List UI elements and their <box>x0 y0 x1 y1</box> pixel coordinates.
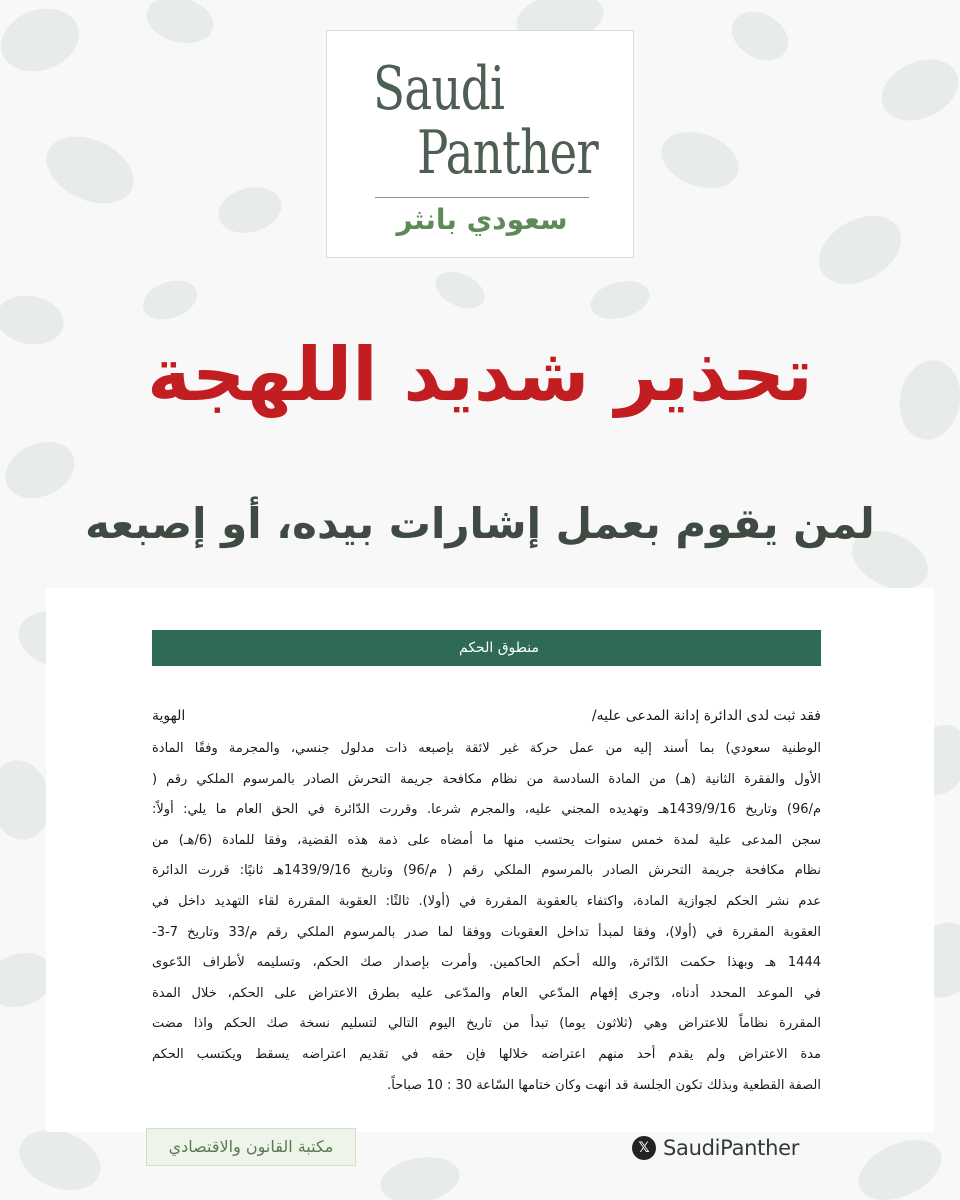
brand-logo <box>326 30 634 258</box>
headline: تحذير شديد اللهجة <box>147 332 813 418</box>
document-header-text: فقد ثبت لدى الدائرة إدانة المدعى عليه/ <box>591 708 821 724</box>
footer-social-handle[interactable] <box>632 1130 799 1166</box>
document-line: الأول والفقرة الثانية (هـ) من المادة السادسة من نظام مكافحة جريمة التحرش الصادر بالمرسوم الملكي رقم ( <box>152 771 821 787</box>
document-line: سجن المدعى علية لمدة خمس سنوات يحتسب منها ما أمضاه على ذمة هذه القضية، وفقا للمادة (6/هـ) من <box>152 832 821 848</box>
logo-word-panther: Panther <box>417 118 598 188</box>
document-line: مدة الاعتراض ولم يقدم أحد منهم اعتراضه خلالها فإن حقه في تقديم اعتراضه يسقط ويكتسب الحكم <box>152 1046 821 1062</box>
document-line: 1444 هـ وبهذا حكمت الدّائرة، والله أحكم الحاكمين. وأمرت بإصدار صك الحكم، وتسليمه لأطراف الدّعوى <box>152 955 821 971</box>
document-line: الصفة القطعية وبذلك تكون الجلسة قد انهت وكان ختامها السّاعة 30 : 10 صباحاً. <box>387 1077 821 1093</box>
document-header-line <box>152 708 821 730</box>
footer-library-label: مكتبة القانون والاقتصادي <box>146 1128 356 1166</box>
social-handle-text: SaudiPanther <box>663 1136 800 1160</box>
document-section-title: منطوق الحكم <box>152 630 821 666</box>
court-document <box>46 588 934 1132</box>
subheadline: لمن يقوم بعمل إشارات بيده، أو إصبعه <box>85 499 875 548</box>
document-line: الوطنية سعودي) بما أسند إليه من عمل حركة غير لائقة بإصبعه ذات مدلول جنسي، والمجرمة وفقًا المادة <box>152 741 821 756</box>
document-line: نظام مكافحة جريمة التحرش الصادر بالمرسوم الملكي رقم ( م/96) وتاريخ 1439/9/16هـ ثانيًا: قررت الدائرة <box>152 863 821 879</box>
logo-divider <box>375 197 589 198</box>
x-logo-icon: 𝕏 <box>632 1136 656 1160</box>
document-line: م/96) وتاريخ 1439/9/16هـ وتهديده المجني عليه، والمجرم شرعا. وقررت الدّائرة في الحق العام ما يلي: أولاً: <box>152 802 821 818</box>
logo-word-saudi: Saudi <box>373 54 505 124</box>
document-line: في الموعد المحدد أدناه، وجرى إفهام المدّعي العام والمدّعى عليه بطرق الاعتراض على الحكم، خلال المدة <box>152 985 821 1001</box>
document-header-id-label: الهوية <box>152 708 186 724</box>
document-line: العقوبة المقررة في (أولا)، وفقا لمبدأ تداخل العقوبات ووفقا لما صدر بالمرسوم الملكي رقم م/33 وتاريخ 7-3- <box>152 924 821 940</box>
logo-arabic-name: سعودي بانثر <box>396 203 568 236</box>
document-body <box>152 734 821 1101</box>
document-line: عدم نشر الحكم لجوازية المادة، واكتفاء بالعقوبة المقررة في (أولا). ثالثًا: العقوبة المقررة لقاء التهديد داخل في <box>152 893 821 909</box>
document-line: المقررة نظاماً للاعتراض وهي (ثلاثون يوما) تبدأ من تاريخ اليوم التالي لتسليم نسخة صك الحكم واذا مضت <box>152 1016 821 1032</box>
